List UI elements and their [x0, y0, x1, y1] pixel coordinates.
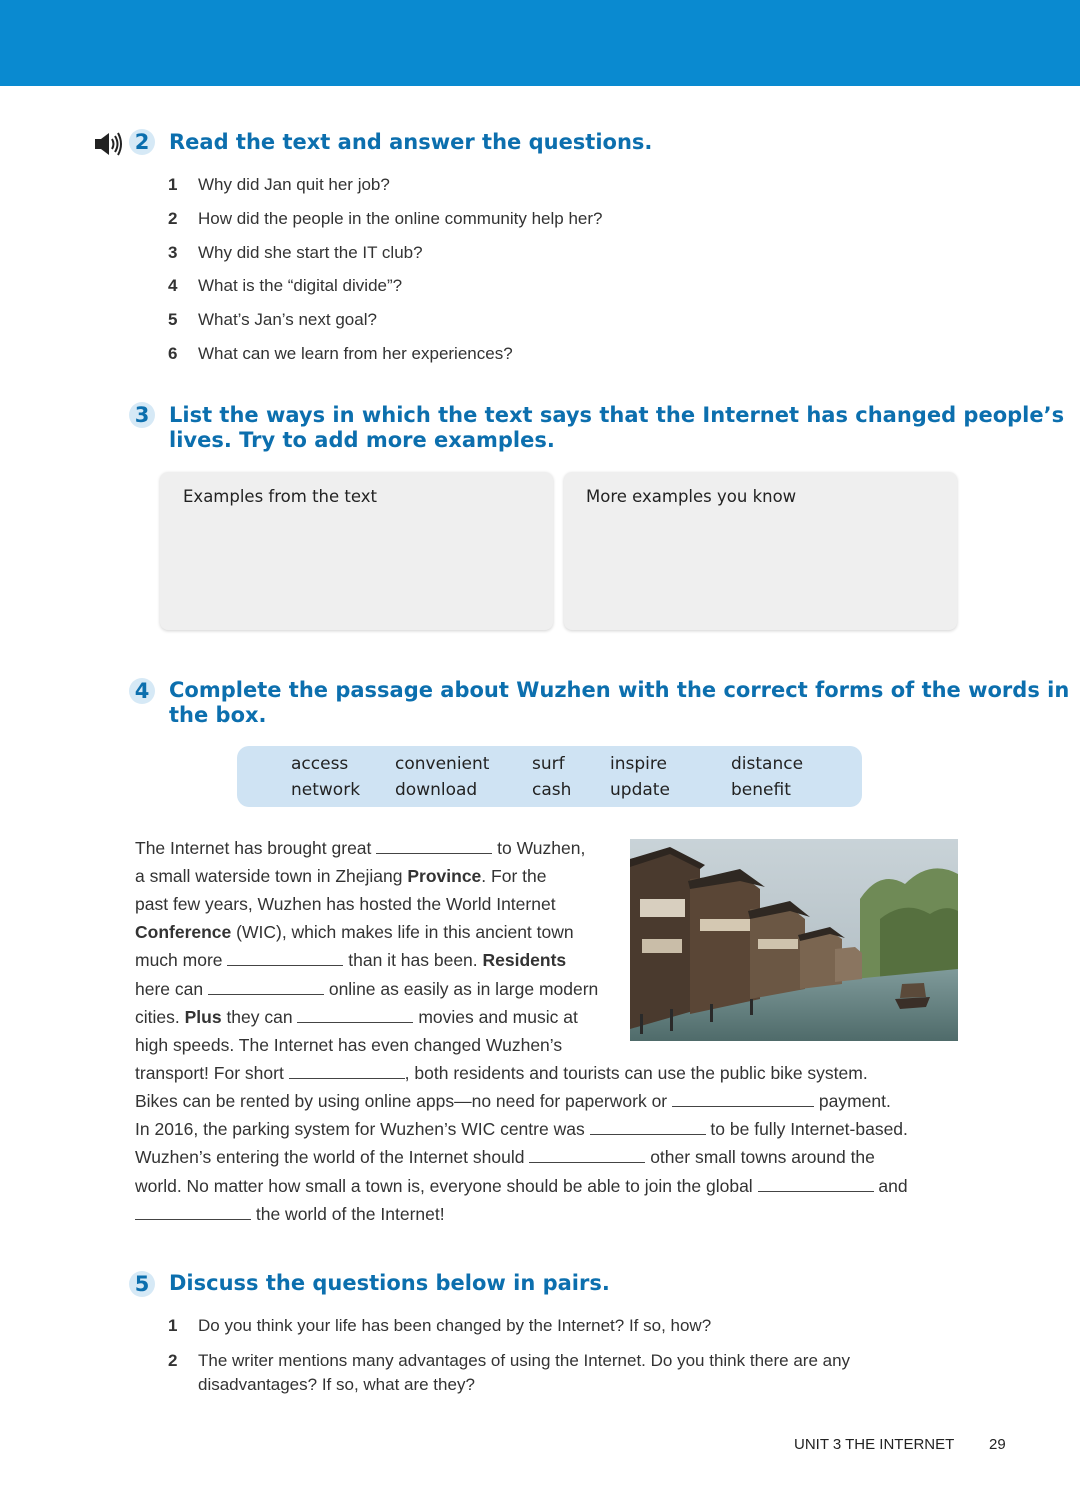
top-banner — [0, 0, 1080, 86]
exercise-4-title-line2: the box. — [169, 703, 267, 727]
exercise-5-title: Discuss the questions below in pairs. — [169, 1271, 610, 1295]
passage-line: Bikes can be rented by using online apps—no need for paperwork or payment. — [135, 1091, 891, 1111]
answer-blank[interactable] — [672, 1090, 814, 1107]
ex2-question: 2 How did the people in the online community help her? — [168, 209, 603, 228]
passage-line: cities. Plus they can movies and music at — [135, 1007, 578, 1027]
ex2-question: 3 Why did she start the IT club? — [168, 243, 423, 262]
ex2-question: 5 What’s Jan’s next goal? — [168, 310, 377, 329]
more-examples-box[interactable] — [564, 472, 957, 630]
exercise-3-number: 3 — [129, 402, 155, 428]
answer-blank[interactable] — [297, 1006, 413, 1023]
word: surf — [532, 754, 565, 774]
passage-line: world. No matter how small a town is, everyone should be able to join the global and — [135, 1176, 908, 1196]
passage-line: Wuzhen’s entering the world of the Internet should other small towns around the — [135, 1147, 875, 1167]
examples-from-text-box[interactable] — [160, 472, 553, 630]
ex2-question: 1 Why did Jan quit her job? — [168, 175, 390, 194]
passage-line: here can online as easily as in large modern — [135, 979, 599, 999]
audio-icon[interactable] — [94, 131, 124, 157]
answer-blank[interactable] — [208, 978, 324, 995]
word: access — [291, 754, 349, 774]
passage-line: transport! For short , both residents and tourists can use the public bike system. — [135, 1063, 868, 1083]
passage-line: In 2016, the parking system for Wuzhen’s WIC centre was to be fully Internet-based. — [135, 1119, 908, 1139]
passage-line: a small waterside town in Zhejiang Province. For the — [135, 866, 547, 886]
exercise-3-title-line2: lives. Try to add more examples. — [169, 428, 555, 452]
exercise-5-number: 5 — [129, 1271, 155, 1297]
word: download — [395, 780, 478, 800]
answer-blank[interactable] — [135, 1203, 251, 1220]
word: benefit — [731, 780, 791, 800]
passage-line: Conference (WIC), which makes life in this ancient town — [135, 922, 574, 942]
answer-blank[interactable] — [758, 1175, 874, 1192]
word: convenient — [395, 754, 490, 774]
passage-line: The Internet has brought great to Wuzhen, — [135, 838, 586, 858]
ex2-question: 4 What is the “digital divide”? — [168, 276, 403, 295]
answer-blank[interactable] — [590, 1118, 706, 1135]
ex5-question-continued: disadvantages? If so, what are they? — [198, 1375, 475, 1394]
answer-blank[interactable] — [289, 1062, 405, 1079]
box-title: Examples from the text — [183, 487, 377, 506]
unit-label: UNIT 3 THE INTERNET — [794, 1436, 955, 1453]
exercise-4-title-line1: Complete the passage about Wuzhen with the correct forms of the words in — [169, 678, 1070, 702]
ex5-question: 1 Do you think your life has been changed by the Internet? If so, how? — [168, 1316, 712, 1335]
passage-line: the world of the Internet! — [135, 1200, 445, 1228]
answer-blank[interactable] — [529, 1146, 645, 1163]
answer-blank[interactable] — [376, 837, 492, 854]
wuzhen-photo — [630, 839, 958, 1041]
passage-line: high speeds. The Internet has even changed Wuzhen’s — [135, 1035, 563, 1055]
word: inspire — [610, 754, 667, 774]
passage-line: past few years, Wuzhen has hosted the World Internet — [135, 894, 556, 914]
page-number: 29 — [989, 1436, 1006, 1453]
answer-blank[interactable] — [227, 949, 343, 966]
exercise-4-number: 4 — [129, 678, 155, 704]
word-box — [237, 746, 862, 807]
passage-line: much more than it has been. Residents — [135, 950, 567, 970]
word: distance — [731, 754, 804, 774]
exercise-2-number: 2 — [129, 129, 155, 155]
ex2-question: 6 What can we learn from her experiences? — [168, 344, 513, 363]
word: network — [291, 780, 361, 800]
ex5-question: 2 The writer mentions many advantages of using the Internet. Do you think there are any — [168, 1351, 851, 1370]
word: update — [610, 780, 670, 800]
exercise-2-title: Read the text and answer the questions. — [169, 130, 653, 154]
word: cash — [532, 780, 572, 800]
exercise-3-title-line1: List the ways in which the text says that the Internet has changed people’s — [169, 403, 1065, 427]
box-title: More examples you know — [586, 487, 797, 506]
